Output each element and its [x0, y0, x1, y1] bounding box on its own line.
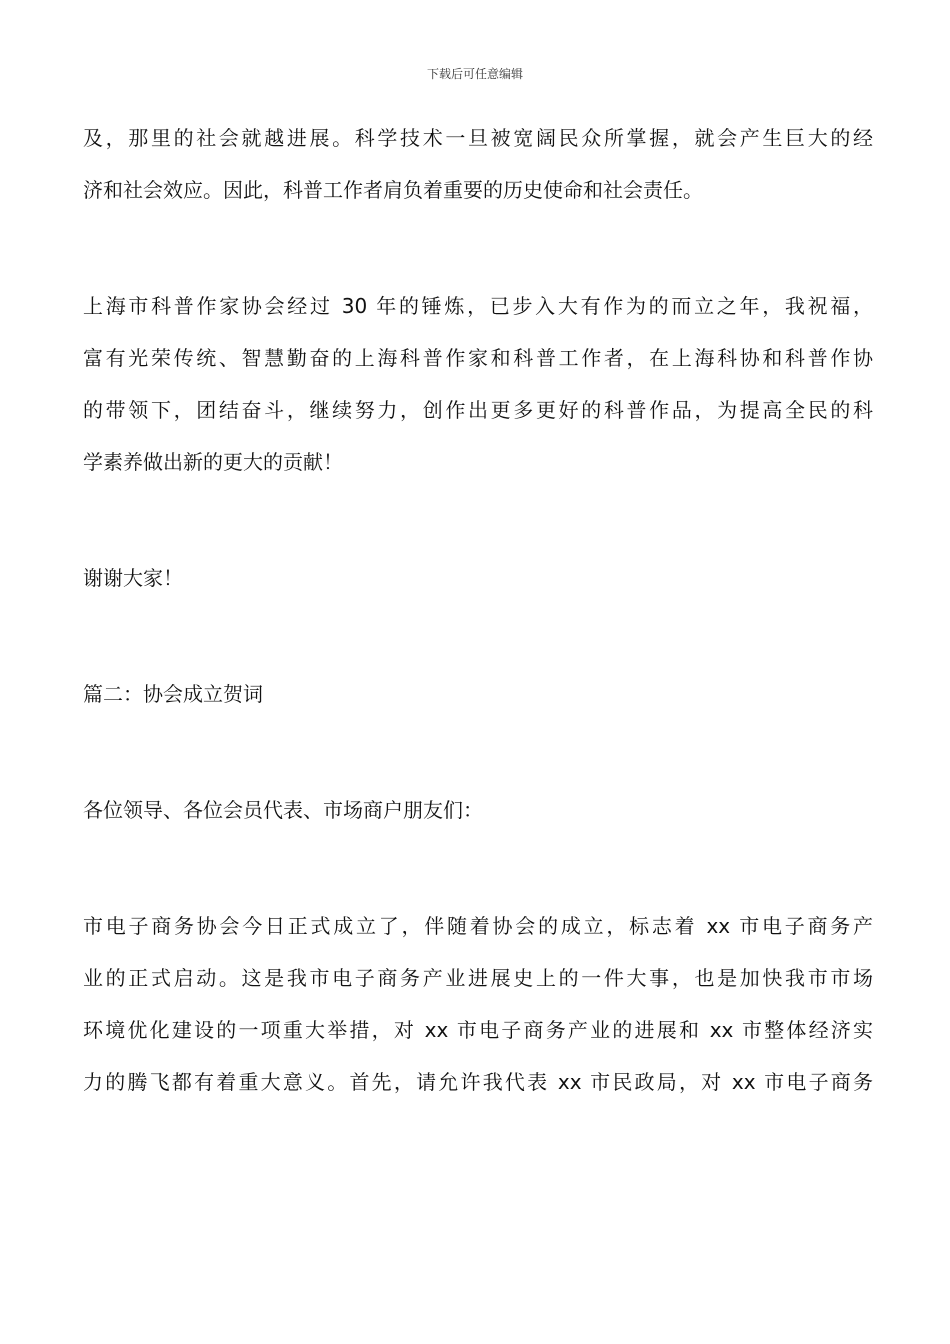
paragraph-gap — [83, 488, 873, 552]
section-heading — [83, 668, 873, 720]
text-line: 的带领下，团结奋斗，继续努力，创作出更多更好的科普作品，为提高全民的科 — [83, 398, 873, 422]
section-title: 篇二：协会成立贺词 — [83, 682, 263, 706]
paragraph-thanks — [83, 552, 873, 604]
text-line: 业的正式启动。这是我市电子商务产业进展史上的一件大事，也是加快我市市场 — [83, 966, 873, 990]
text-line: 各位领导、各位会员代表、市场商户朋友们： — [83, 798, 483, 822]
text-line: 富有光荣传统、智慧勤奋的上海科普作家和科普工作者，在上海科协和科普作协 — [83, 346, 873, 370]
text-line: 市电子商务协会今日正式成立了，伴随着协会的成立，标志着 xx 市电子商务产 — [83, 914, 873, 938]
text-line: 济和社会效应。因此，科普工作者肩负着重要的历史使命和社会责任。 — [83, 178, 703, 202]
text-line: 环境优化建设的一项重大举措，对 xx 市电子商务产业的进展和 xx 市整体经济实 — [83, 1018, 873, 1042]
text-line: 及，那里的社会就越进展。科学技术一旦被宽阔民众所掌握，就会产生巨大的经 — [83, 126, 873, 150]
page-header: 下载后可任意编辑 — [426, 67, 523, 81]
paragraph-salutation — [83, 784, 873, 836]
paragraph-gap — [83, 604, 873, 668]
paragraph-gap — [83, 836, 873, 900]
document-body — [83, 112, 873, 1108]
text-line: 上海市科普作家协会经过 30 年的锤炼，已步入大有作为的而立之年，我祝福， — [83, 294, 873, 318]
paragraph-gap — [83, 720, 873, 784]
paragraph-anniversary-wishes — [83, 280, 873, 488]
paragraph-science-popularization — [83, 112, 873, 216]
text-line: 学素养做出新的更大的贡献！ — [83, 450, 343, 474]
text-line: 谢谢大家！ — [83, 566, 183, 590]
paragraph-gap — [83, 216, 873, 280]
text-line: 力的腾飞都有着重大意义。首先，请允许我代表 xx 市民政局，对 xx 市电子商务 — [83, 1070, 873, 1094]
paragraph-ecommerce-association — [83, 900, 873, 1108]
